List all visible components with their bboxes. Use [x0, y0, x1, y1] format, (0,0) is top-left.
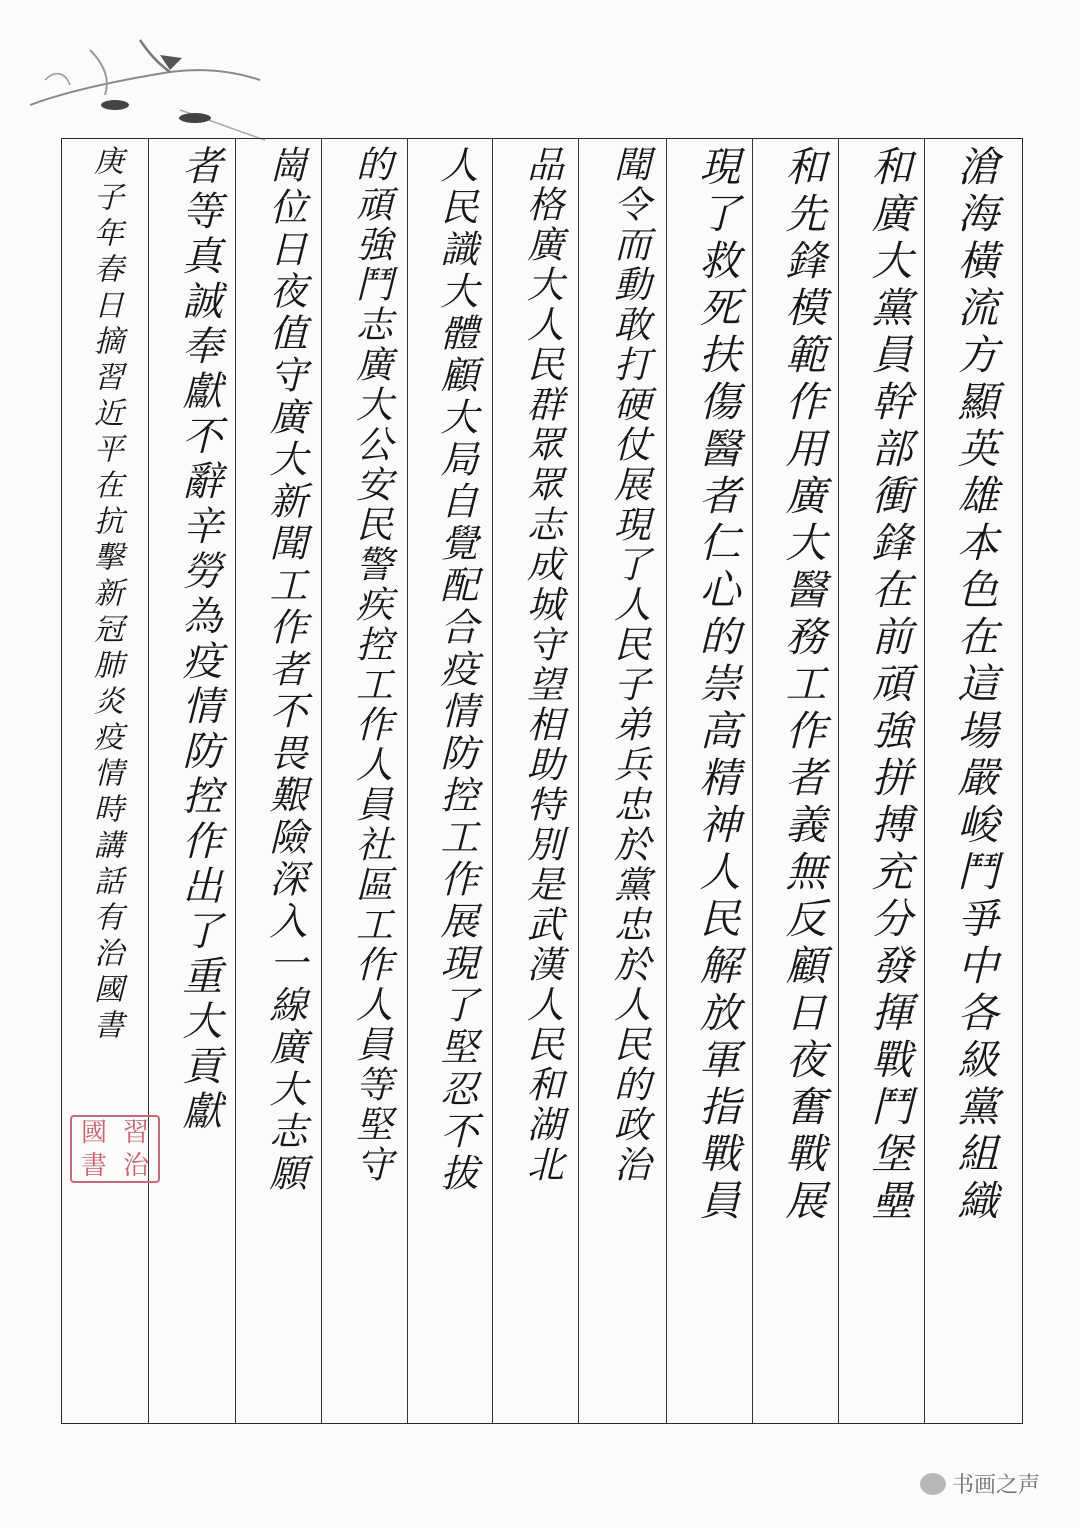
seal-char: 習: [122, 1118, 149, 1148]
column-text: 滄海橫流方顯英雄本色在這場嚴峻鬥爭中各級黨組織: [950, 145, 999, 1226]
wechat-icon: [920, 1473, 946, 1495]
column-rule: [666, 139, 667, 1423]
column-text: 人民識大體顧大局自覺配合疫情防控工作展現了堅忍不拔: [434, 145, 478, 1195]
column-rule: [148, 139, 149, 1423]
text-column-5: [592, 145, 666, 1419]
seal-char: 治: [122, 1151, 149, 1181]
text-column-3: [765, 145, 839, 1419]
column-text: 品格廣大人民群眾眾志成城守望相助特別是武漢人民和湖北: [520, 145, 564, 1185]
column-text: 聞令而動敢打硬仗展現了人民子弟兵忠於黨忠於人民的政治: [607, 145, 651, 1185]
column-text: 崗位日夜值守廣大新聞工作者不畏艱險深入一線廣大志願: [263, 145, 307, 1195]
column-text: 的頑強鬥志廣大公安民警疾控工作人員社區工作人員等堅守: [349, 145, 393, 1185]
column-text: 現了救死扶傷醫者仁心的崇高精神人民解放軍指戰員: [692, 145, 741, 1226]
watermark-logo: [920, 1468, 1040, 1499]
signature-column: [68, 145, 142, 1419]
red-seal-stamp: [70, 1115, 160, 1183]
column-text: 和先鋒模範作用廣大醫務工作者義無反顧日夜奮戰展: [778, 145, 827, 1226]
signature-text: 庚子年春日摘習近平在抗擊新冠肺炎疫情時講話有治國書: [88, 145, 123, 1045]
seal-char: 書: [80, 1151, 107, 1181]
watermark-text: 书画之声: [951, 1473, 1040, 1498]
text-column-4: [679, 145, 753, 1419]
text-column-10: [162, 145, 236, 1419]
column-text: 者等真誠奉獻不辭辛勞為疫情防控作出了重大貢獻: [176, 145, 222, 1135]
column-text: 和廣大黨員幹部衝鋒在前頑強拼搏充分發揮戰鬥堡壘: [864, 145, 913, 1226]
text-column-2: [851, 145, 925, 1419]
text-column-7: [419, 145, 493, 1419]
seal-char: 國: [80, 1118, 107, 1148]
text-column-6: [505, 145, 579, 1419]
text-column-1: [937, 145, 1011, 1419]
text-column-8: [334, 145, 408, 1419]
ruled-sheet: [61, 138, 1023, 1424]
text-column-9: [248, 145, 322, 1419]
